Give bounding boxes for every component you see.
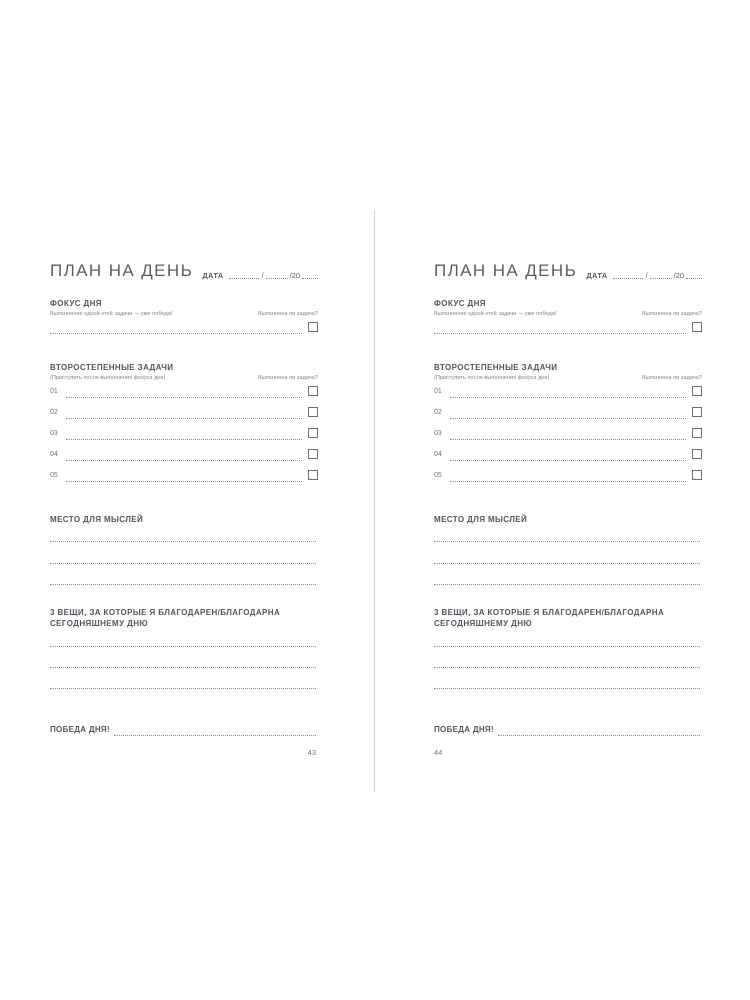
task-row — [434, 449, 702, 463]
left-page — [50, 258, 318, 768]
date-label: ДАТА — [202, 271, 224, 280]
date-field[interactable] — [586, 271, 702, 280]
date-month-blank[interactable] — [266, 277, 288, 279]
task-number: 05 — [434, 472, 442, 479]
task-number: 02 — [434, 409, 442, 416]
task-row — [50, 470, 318, 484]
page-number: 44 — [434, 748, 443, 757]
page-title: ПЛАН НА ДЕНЬ — [50, 261, 194, 280]
task-number: 03 — [50, 430, 58, 437]
focus-hint: Выполнение одной этой задачи — уже победа! — [50, 311, 173, 317]
thoughts-line[interactable] — [434, 541, 700, 542]
task-checkbox[interactable] — [308, 428, 318, 438]
task-number: 02 — [50, 409, 58, 416]
task-checkbox[interactable] — [308, 449, 318, 459]
gratitude-line[interactable] — [50, 646, 316, 647]
date-year-blank[interactable] — [302, 277, 318, 279]
gratitude-line[interactable] — [50, 667, 316, 668]
date-separator: / — [645, 271, 648, 280]
task-writing-line[interactable] — [66, 439, 302, 440]
secondary-tasks-title: ВТОРОСТЕПЕННЫЕ ЗАДАЧИ — [434, 363, 558, 372]
task-writing-line[interactable] — [450, 481, 686, 482]
page-title: ПЛАН НА ДЕНЬ — [434, 261, 578, 280]
focus-writing-line[interactable] — [50, 333, 302, 334]
page-divider — [374, 210, 375, 792]
gratitude-line[interactable] — [434, 667, 700, 668]
task-row — [50, 449, 318, 463]
gratitude-title: 3 ВЕЩИ, ЗА КОТОРЫЕ Я БЛАГОДАРЕН/БЛАГОДАРНА — [434, 608, 665, 617]
task-writing-line[interactable] — [450, 460, 686, 461]
victory-label: ПОБЕДА ДНЯ! — [50, 725, 110, 734]
task-number: 01 — [50, 388, 58, 395]
secondary-tasks-hint: (Приступить после выполнения фокуса дня) — [434, 375, 550, 381]
header — [434, 258, 702, 284]
focus-check-label: Выполнена ли задача? — [642, 311, 702, 317]
date-day-blank[interactable] — [229, 277, 259, 279]
secondary-check-label: Выполнена ли задача? — [642, 375, 702, 381]
task-checkbox[interactable] — [308, 407, 318, 417]
victory-row — [434, 725, 702, 737]
task-row — [434, 407, 702, 421]
victory-row — [50, 725, 318, 737]
focus-checkbox[interactable] — [308, 322, 318, 332]
task-writing-line[interactable] — [66, 397, 302, 398]
task-checkbox[interactable] — [692, 386, 702, 396]
right-page — [434, 258, 702, 768]
task-number: 01 — [434, 388, 442, 395]
task-row — [50, 407, 318, 421]
victory-label: ПОБЕДА ДНЯ! — [434, 725, 494, 734]
task-row — [50, 428, 318, 442]
date-day-blank[interactable] — [613, 277, 643, 279]
thoughts-title: МЕСТО ДЛЯ МЫСЛЕЙ — [50, 515, 144, 524]
task-number: 04 — [434, 451, 442, 458]
task-number: 05 — [50, 472, 58, 479]
focus-row — [434, 322, 702, 336]
gratitude-title: 3 ВЕЩИ, ЗА КОТОРЫЕ Я БЛАГОДАРЕН/БЛАГОДАРНА — [50, 608, 281, 617]
task-row — [50, 386, 318, 400]
task-checkbox[interactable] — [308, 470, 318, 480]
task-writing-line[interactable] — [66, 460, 302, 461]
thoughts-line[interactable] — [50, 541, 316, 542]
task-checkbox[interactable] — [692, 449, 702, 459]
thoughts-line[interactable] — [434, 563, 700, 564]
header — [50, 258, 318, 284]
task-writing-line[interactable] — [66, 418, 302, 419]
task-row — [434, 428, 702, 442]
focus-check-label: Выполнена ли задача? — [258, 311, 318, 317]
task-writing-line[interactable] — [450, 418, 686, 419]
focus-title: ФОКУС ДНЯ — [50, 299, 102, 308]
page-number: 43 — [307, 748, 316, 757]
task-checkbox[interactable] — [692, 428, 702, 438]
thoughts-line[interactable] — [50, 584, 316, 585]
task-row — [434, 470, 702, 484]
date-year-prefix: /20 — [673, 271, 684, 280]
focus-writing-line[interactable] — [434, 333, 686, 334]
task-writing-line[interactable] — [66, 481, 302, 482]
task-checkbox[interactable] — [692, 470, 702, 480]
task-number: 03 — [434, 430, 442, 437]
secondary-check-label: Выполнена ли задача? — [258, 375, 318, 381]
focus-hint: Выполнение одной этой задачи — уже победа! — [434, 311, 557, 317]
task-number: 04 — [50, 451, 58, 458]
date-year-prefix: /20 — [289, 271, 300, 280]
focus-row — [50, 322, 318, 336]
task-writing-line[interactable] — [450, 397, 686, 398]
thoughts-title: МЕСТО ДЛЯ МЫСЛЕЙ — [434, 515, 528, 524]
victory-line[interactable] — [498, 735, 700, 736]
task-writing-line[interactable] — [450, 439, 686, 440]
date-year-blank[interactable] — [686, 277, 702, 279]
task-checkbox[interactable] — [308, 386, 318, 396]
focus-title: ФОКУС ДНЯ — [434, 299, 486, 308]
gratitude-line[interactable] — [50, 688, 316, 689]
victory-line[interactable] — [114, 735, 316, 736]
date-month-blank[interactable] — [650, 277, 672, 279]
task-checkbox[interactable] — [692, 407, 702, 417]
thoughts-line[interactable] — [50, 563, 316, 564]
thoughts-line[interactable] — [434, 584, 700, 585]
task-row — [434, 386, 702, 400]
date-separator: / — [261, 271, 264, 280]
date-field[interactable] — [202, 271, 318, 280]
gratitude-title-line2: СЕГОДНЯШНЕМУ ДНЮ — [50, 619, 149, 628]
gratitude-title-line2: СЕГОДНЯШНЕМУ ДНЮ — [434, 619, 533, 628]
secondary-tasks-hint: (Приступить после выполнения фокуса дня) — [50, 375, 166, 381]
gratitude-line[interactable] — [434, 646, 700, 647]
date-label: ДАТА — [586, 271, 608, 280]
focus-checkbox[interactable] — [692, 322, 702, 332]
gratitude-line[interactable] — [434, 688, 700, 689]
secondary-tasks-title: ВТОРОСТЕПЕННЫЕ ЗАДАЧИ — [50, 363, 174, 372]
